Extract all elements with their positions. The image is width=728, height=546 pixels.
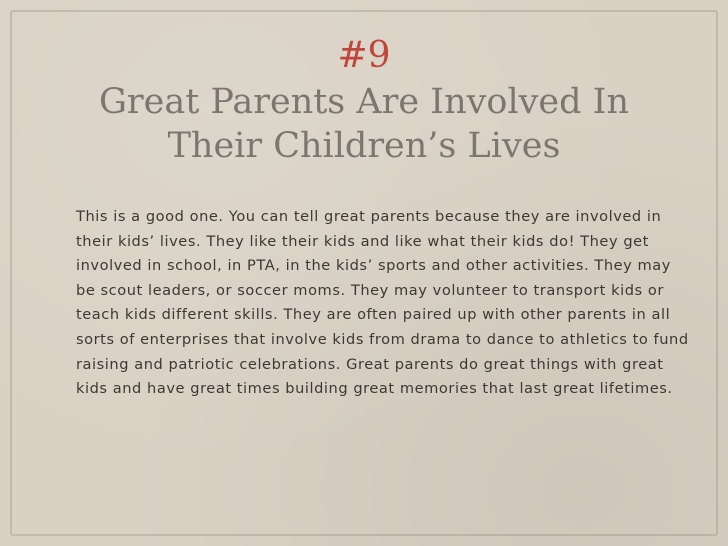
body-line: raising and patriotic celebrations. Great parents do great things with great (76, 355, 664, 373)
title-line-1: Great Parents Are Involved In (98, 82, 630, 122)
body-line: teach kids different skills. They are often paired up with other parents in all (76, 306, 671, 324)
body-line: be scout leaders, or soccer moms. They may volunteer to transport kids or (76, 281, 664, 299)
body-paragraph (76, 205, 696, 402)
slide-title (40, 36, 688, 168)
body-line: involved in school, in PTA, in the kids’ sports and other activities. They may (76, 257, 671, 275)
slide-number: #9 (337, 35, 391, 76)
body-line: This is a good one. You can tell great parents because they are involved in (76, 208, 662, 225)
body-line: sorts of enterprises that involve kids from drama to dance to athletics to fund (76, 330, 689, 348)
body-line: their kids’ lives. They like their kids and like what their kids do! They get (76, 232, 649, 250)
body-line: kids and have great times building great memories that last great lifetimes. (76, 380, 673, 398)
title-line-2: Their Children’s Lives (167, 126, 561, 166)
